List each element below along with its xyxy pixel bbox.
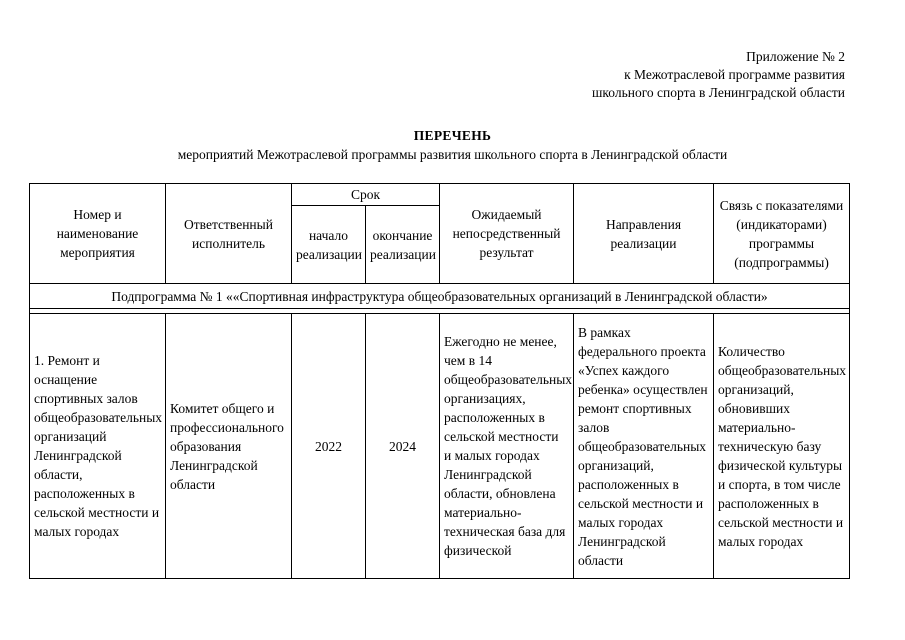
header-link: Связь с показателями (индикаторами) программы (подпрограммы) [714, 184, 850, 284]
header-executor: Ответственный исполнитель [166, 184, 292, 284]
row-name: 1. Ремонт и оснащение спортивных залов общеобразовательных организаций Ленинградской области, расположенных в сельской местности и малых городах [30, 314, 166, 579]
header-result: Ожидаемый непосредственный результат [440, 184, 574, 284]
table-row [30, 314, 850, 579]
row-start: 2022 [292, 314, 366, 579]
row-link: Количество общеобразовательных организаций, обновивших материально-техническую базу физической культуры и спорта, в том числе расположенных в сельской местности и малых городах [714, 314, 850, 579]
subprogram-title: Подпрограмма № 1 ««Спортивная инфраструктура общеобразовательных организаций в Ленинградской области» [30, 284, 850, 309]
header-start: начало реализации [292, 206, 366, 284]
header-end: окончание реализации [366, 206, 440, 284]
document-subtitle: мероприятий Межотраслевой программы развития школьного спорта в Ленинградской области [177, 147, 728, 162]
header-number: Номер и наименование мероприятия [30, 184, 166, 284]
row-result: Ежегодно не менее, чем в 14 общеобразовательных организациях, расположенных в сельской местности и малых городах Ленинградской области, обновлена материально-техническая база для физической [440, 314, 574, 579]
appendix-line-3: школьного спорта в Ленинградской области [592, 85, 845, 100]
document-title: ПЕРЕЧЕНЬ [413, 128, 492, 143]
row-directions: В рамках федерального проекта «Успех каждого ребенка» осуществлен ремонт спортивных залов общеобразовательных организаций, расположенных в сельской местности и малых городах Ленинградской области [574, 314, 714, 579]
row-executor: Комитет общего и профессионального образования Ленинградской области [166, 314, 292, 579]
appendix-line-2: к Межотраслевой программе развития [624, 67, 845, 82]
appendix-line-1: Приложение № 2 [746, 49, 845, 64]
appendix-note [592, 48, 845, 102]
header-term: Срок [292, 184, 440, 206]
row-end: 2024 [366, 314, 440, 579]
header-directions: Направления реализации [574, 184, 714, 284]
activities-table [29, 183, 850, 579]
